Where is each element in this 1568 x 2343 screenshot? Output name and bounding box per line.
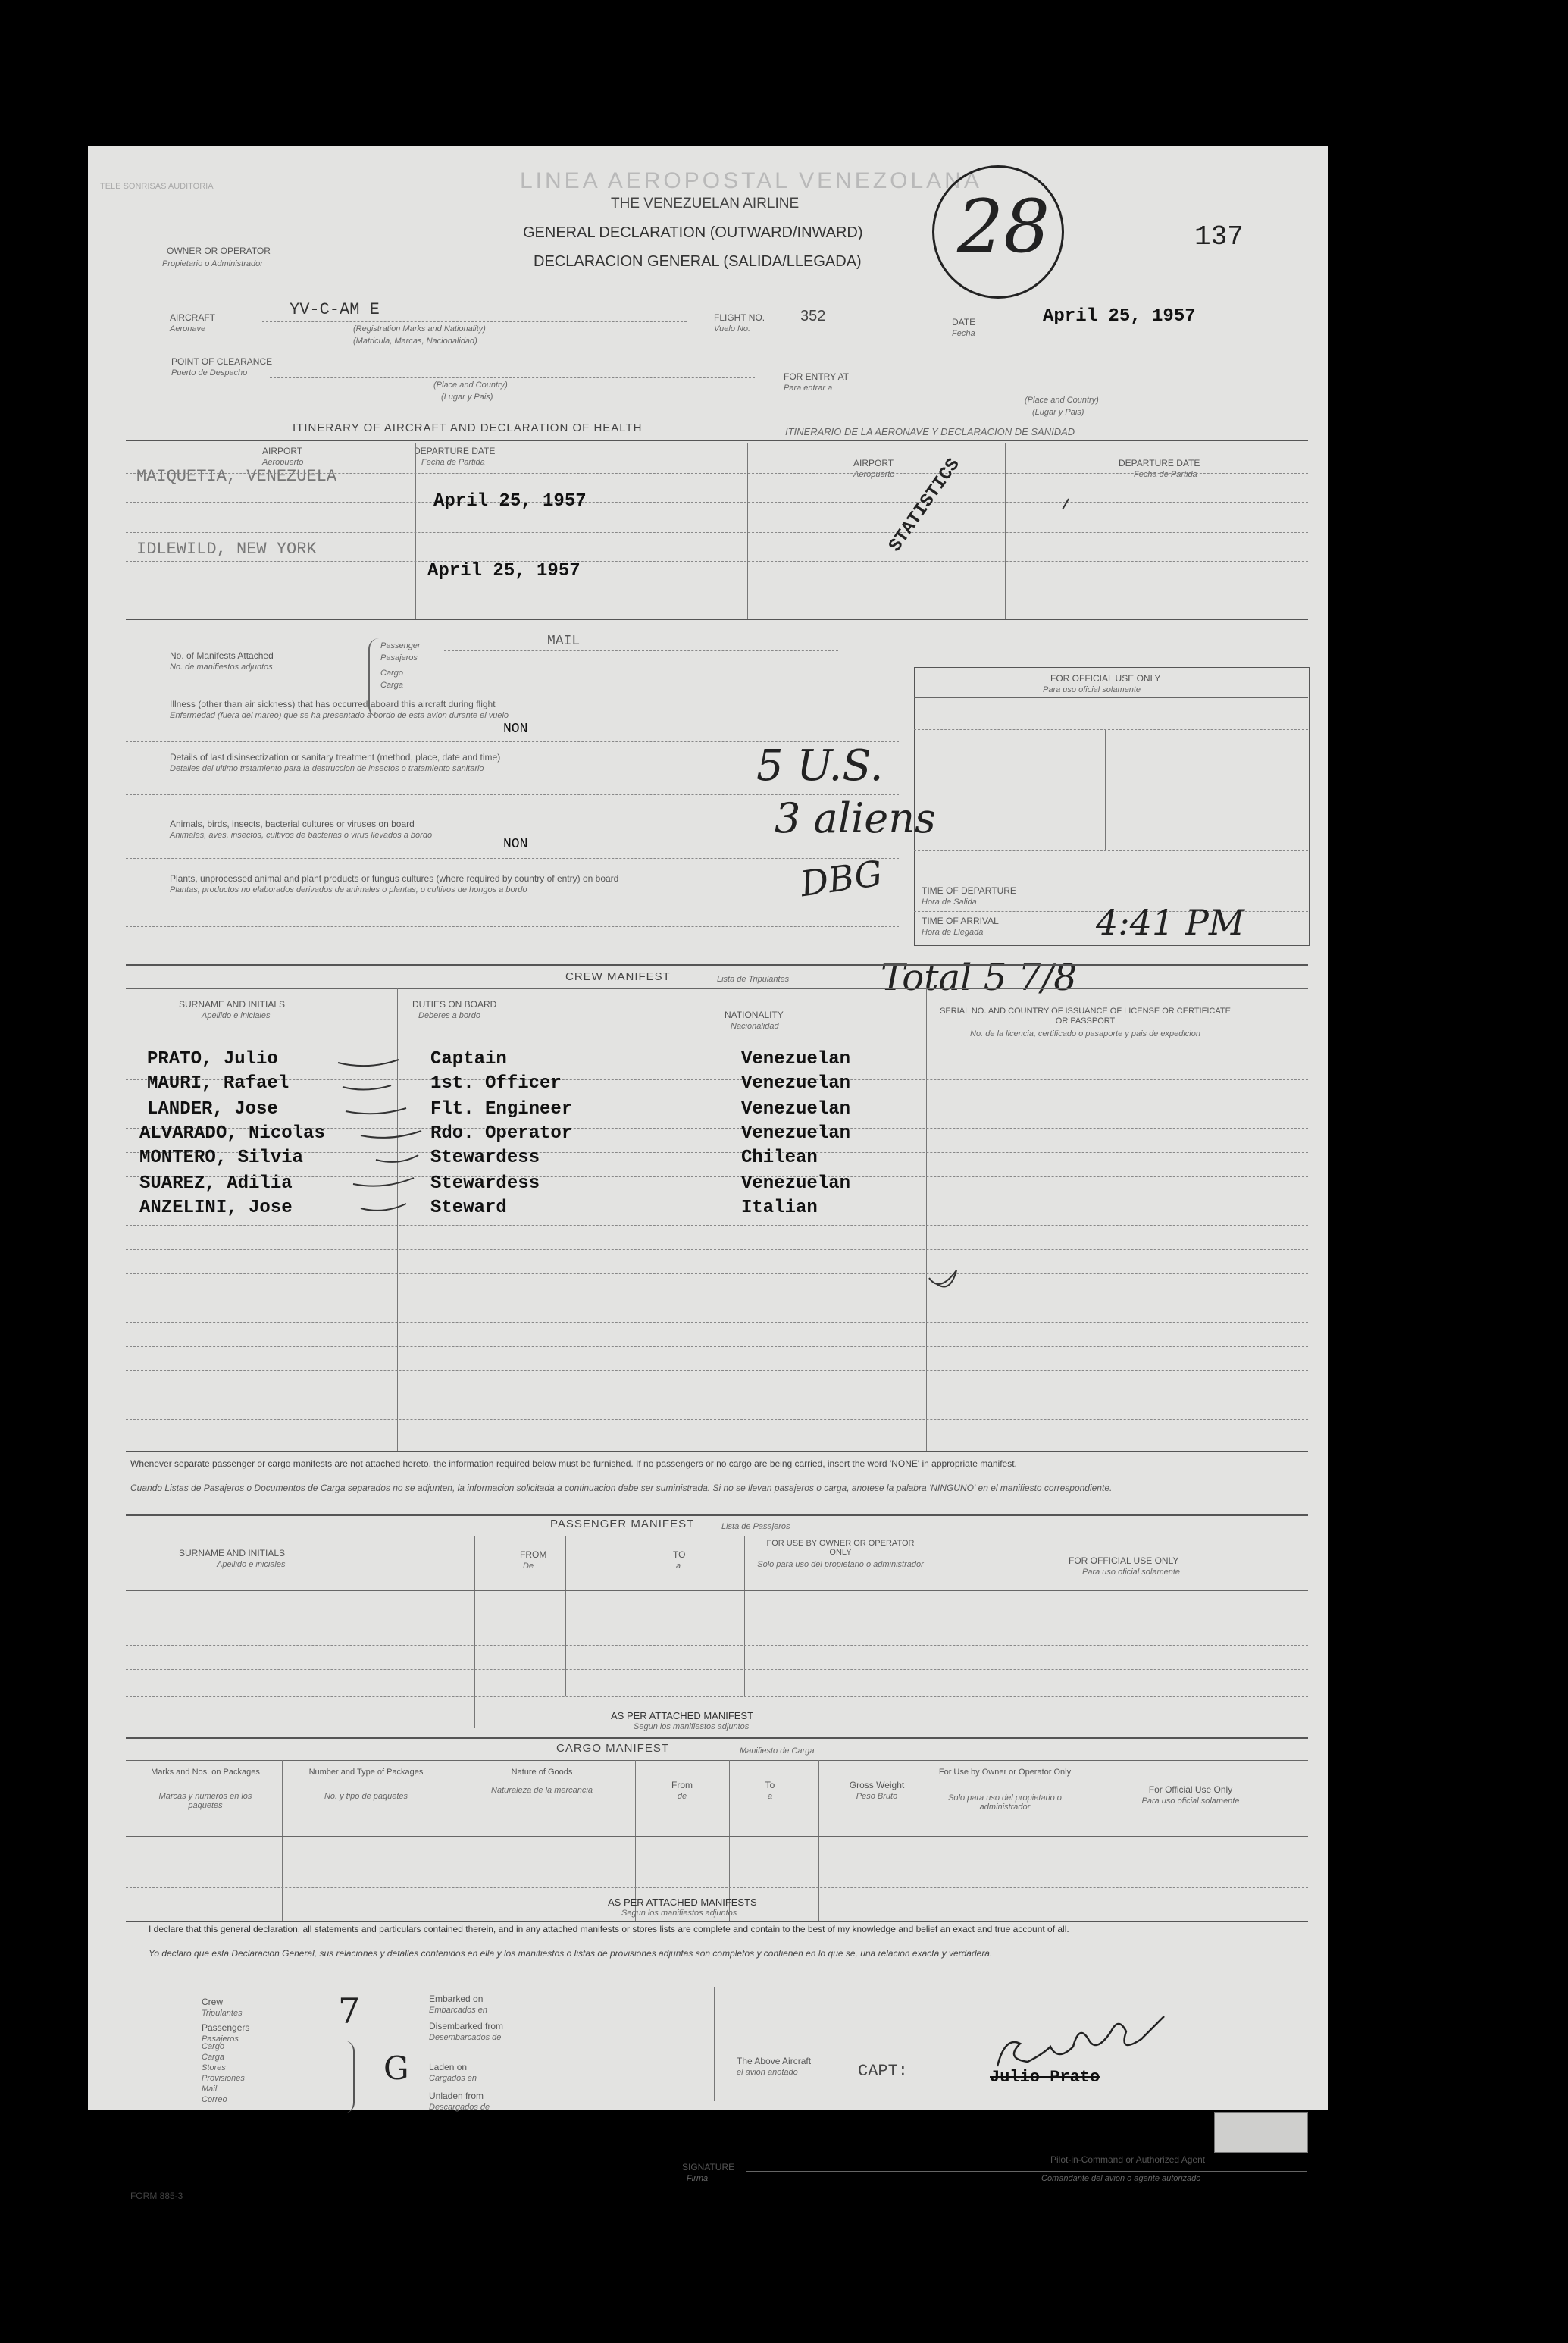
cargo-item-carga: Carga (202, 2053, 224, 2062)
cargo-heading-rule (126, 1760, 1308, 1761)
handwritten-us: 5 U.S. (756, 741, 884, 791)
aircraft-value: YV-C-AM E (290, 300, 380, 319)
airline-name: LINEA AEROPOSTAL VENEZOLANA (520, 168, 982, 193)
time-departure-label: TIME OF DEPARTURE (922, 885, 1016, 896)
crew-heading: CREW MANIFEST (565, 970, 671, 983)
pilot-label-es: Comandante del avion o agente autorizado (1041, 2174, 1201, 2183)
crew-count-label: Crew (202, 1997, 224, 2007)
cargo-item-mail: Mail (202, 2085, 218, 2094)
animals-value: NON (503, 837, 528, 852)
cargo-col-packages: Number and Type of Packages (308, 1768, 424, 1777)
cargo-col-official: For Official Use Only (1148, 1784, 1233, 1795)
itinerary-heading-es: ITINERARIO DE LA AERONAVE Y DECLARACION DE SANIDAD (785, 426, 1075, 437)
official-use-title-es: Para uso oficial solamente (1043, 685, 1141, 694)
crew-nationality-7: Italian (741, 1198, 818, 1218)
handwritten-arrival-time: 4:41 PM (1096, 902, 1244, 943)
crew-duty-5: Stewardess (430, 1148, 540, 1168)
itinerary-airport-1: MAIQUETIA, VENEZUELA (136, 467, 337, 486)
crew-nationality-6: Venezuelan (741, 1173, 851, 1194)
manifest-type-pasajeros: Pasajeros (380, 653, 418, 662)
cargo-item-provisiones: Provisiones (202, 2074, 245, 2083)
statistics-stamp: STATISTICS (885, 455, 965, 556)
cargo-col-weight-es: Peso Bruto (856, 1792, 898, 1801)
above-aircraft-label: The Above Aircraft (737, 2056, 812, 2066)
cargo-count-value: G (383, 2050, 409, 2087)
entry-label: FOR ENTRY AT (784, 371, 850, 382)
manifests-label: No. of Manifests Attached (170, 650, 274, 661)
time-arrival-label: TIME OF ARRIVAL (922, 916, 999, 926)
unladen-label-es: Descargados de (429, 2103, 490, 2112)
date-label: DATE (952, 317, 976, 327)
clearance-label: POINT OF CLEARANCE (171, 356, 273, 367)
passenger-heading: PASSENGER MANIFEST (550, 1518, 695, 1530)
disembarked-label-es: Desembarcados de (429, 2033, 502, 2042)
title-spanish: DECLARACION GENERAL (SALIDA/LLEGADA) (534, 253, 862, 270)
crew-col-name: SURNAME AND INITIALS (179, 999, 286, 1010)
passenger-divider-3 (744, 1536, 745, 1696)
crew-duty-2: 1st. Officer (430, 1073, 562, 1094)
crew-heading-es: Lista de Tripulantes (717, 975, 790, 984)
col-departure-es: Fecha de Partida (421, 458, 485, 467)
signature-label-es: Firma (687, 2174, 709, 2183)
passenger-row-rule (126, 1696, 1308, 1697)
crew-duty-3: Flt. Engineer (430, 1099, 573, 1120)
crew-count-label-es: Tripulantes (202, 2009, 243, 2018)
col-departure-right: DEPARTURE DATE (1119, 458, 1200, 468)
handwritten-aliens: 3 aliens (775, 794, 936, 842)
passenger-col-from: FROM (520, 1549, 547, 1560)
passenger-heading-es: Lista de Pasajeros (721, 1522, 790, 1531)
crew-count-value: 7 (338, 1991, 361, 2031)
passenger-divider-2 (565, 1536, 566, 1696)
manifest-type-cargo: Cargo (380, 669, 403, 678)
circled-number: 28 (957, 184, 1050, 269)
passenger-attached: AS PER ATTACHED MANIFEST (611, 1710, 754, 1721)
crew-duty-1: Captain (430, 1049, 507, 1070)
crew-name-4: ALVARADO, Nicolas (139, 1123, 325, 1144)
passenger-row-rule (126, 1645, 1308, 1646)
stamp-box (1214, 2112, 1308, 2153)
col-airport-es: Aeropuerto (262, 458, 304, 467)
crew-name-7: ANZELINI, Jose (139, 1198, 293, 1218)
place-label-right-es: (Lugar y Pais) (1032, 408, 1084, 417)
embarked-label-es: Embarcados en (429, 2006, 488, 2015)
owner-label: OWNER OR OPERATOR (167, 246, 271, 256)
date-value: April 25, 1957 (1043, 306, 1196, 327)
crew-nationality-3: Venezuelan (741, 1099, 851, 1120)
signature-label: SIGNATURE (682, 2162, 735, 2172)
cargo-item-correo: Correo (202, 2095, 227, 2104)
cargo-top-rule (126, 1737, 1308, 1739)
cargo-col-owner: For Use by Owner or Operator Only (938, 1768, 1072, 1777)
crew-nationality-2: Venezuelan (741, 1073, 851, 1094)
place-label: (Place and Country) (433, 381, 508, 390)
cargo-header-bottom-rule (126, 1836, 1308, 1837)
embarked-label: Embarked on (429, 1994, 484, 2004)
cargo-col-official-es: Para uso oficial solamente (1141, 1796, 1240, 1806)
col-airport: AIRPORT (262, 446, 303, 456)
aircraft-label: AIRCRAFT (170, 312, 215, 323)
animals-label-es: Animales, aves, insectos, cultivos de bacterias o virus llevados a bordo (170, 831, 433, 840)
aircraft-label-es: Aeronave (170, 324, 206, 334)
illness-value: NON (503, 722, 528, 737)
captain-name: Julio Prato (990, 2068, 1100, 2087)
cargo-heading: CARGO MANIFEST (556, 1742, 670, 1755)
crew-name-2: MAURI, Rafael (147, 1073, 290, 1094)
crew-note-en: Whenever separate passenger or cargo manifests are not attached hereto, the information required below must be furnished. If no passengers or no cargo are being carried, insert the word 'NONE' in appropriate manifest. (130, 1458, 1017, 1469)
flight-value: 352 (800, 308, 826, 324)
crew-col-duties-es: Deberes a bordo (418, 1011, 480, 1020)
cargo-attached: AS PER ATTACHED MANIFESTS (608, 1897, 757, 1908)
col-departure: DEPARTURE DATE (414, 446, 496, 456)
crew-col-serial: SERIAL NO. AND COUNTRY OF ISSUANCE OF LICENSE OR CERTIFICATE OR PASSPORT (940, 1007, 1231, 1026)
date-label-es: Fecha (952, 329, 975, 338)
cargo-heading-es: Manifiesto de Carga (740, 1746, 815, 1756)
crew-name-1: PRATO, Julio (147, 1049, 278, 1070)
disembarked-label: Disembarked from (429, 2021, 504, 2031)
handwritten-total: Total 5 7/8 (881, 957, 1077, 999)
cargo-col-marks: Marks and Nos. on Packages (151, 1768, 260, 1777)
cargo-divider-1 (282, 1760, 283, 1921)
passenger-count-label: Passengers (202, 2022, 250, 2033)
cargo-col-to-es: a (767, 1792, 773, 1801)
passenger-top-rule (126, 1514, 1308, 1516)
crew-duty-6: Stewardess (430, 1173, 540, 1194)
cargo-item-stores: Stores (202, 2063, 226, 2072)
manifests-label-es: No. de manifiestos adjuntos (170, 662, 273, 672)
cargo-brace (343, 2041, 355, 2113)
passenger-col-owner: FOR USE BY OWNER OR OPERATOR ONLY (766, 1539, 915, 1557)
passenger-col-name-es: Apellido e iniciales (217, 1560, 286, 1569)
passenger-col-owner-es: Solo para uso del propietario o administrador (757, 1560, 924, 1569)
cargo-col-goods-es: Naturaleza de la mercancia (491, 1786, 593, 1795)
passenger-col-official: FOR OFFICIAL USE ONLY (1069, 1555, 1179, 1566)
flight-label-es: Vuelo No. (714, 324, 751, 334)
place-label-es: (Lugar y Pais) (441, 393, 493, 402)
crew-col-duties: DUTIES ON BOARD (412, 999, 497, 1010)
place-label-right: (Place and Country) (1025, 396, 1099, 405)
unladen-label: Unladen from (429, 2091, 484, 2101)
cargo-item-cargo: Cargo (202, 2042, 224, 2051)
manifest-type-carga: Carga (380, 681, 403, 690)
crew-nationality-4: Venezuelan (741, 1123, 851, 1144)
passenger-header-bottom-rule (126, 1590, 1308, 1591)
captain-label: CAPT: (858, 2062, 909, 2081)
illness-label-es: Enfermedad (fuera del mareo) que se ha presentado a bordo de esta avion durante el vuelo (170, 711, 509, 720)
registration-label-es: (Matricula, Marcas, Nacionalidad) (353, 337, 477, 346)
plants-label: Plants, unprocessed animal and plant products or fungus cultures (where required by country of entry) on board (170, 873, 619, 884)
passenger-col-to-es: a (676, 1561, 681, 1571)
mail-value: MAIL (547, 634, 581, 649)
page-number: 137 (1194, 221, 1244, 252)
crew-col-name-es: Apellido e iniciales (202, 1011, 271, 1020)
footer-divider (714, 1987, 715, 2101)
handwritten-initials: DBG (797, 852, 885, 905)
signature-line (746, 2171, 1307, 2172)
crew-nationality-5: Chilean (741, 1148, 818, 1168)
form-number: FORM 885-3 (130, 2191, 183, 2201)
passenger-col-from-es: De (523, 1561, 534, 1571)
clearance-label-es: Puerto de Despacho (171, 368, 248, 377)
col-departure-right-es: Fecha de Partida (1134, 470, 1197, 479)
flight-label: FLIGHT NO. (714, 312, 765, 323)
official-use-title: FOR OFFICIAL USE ONLY (1050, 673, 1161, 684)
time-departure-label-es: Hora de Salida (922, 897, 977, 907)
crew-name-5: MONTERO, Silvia (139, 1148, 304, 1168)
cargo-col-to: To (765, 1780, 775, 1790)
itinerary-heading: ITINERARY OF AIRCRAFT AND DECLARATION OF HEALTH (293, 421, 643, 434)
time-arrival-label-es: Hora de Llegada (922, 928, 984, 937)
pilot-label: Pilot-in-Command or Authorized Agent (1050, 2154, 1206, 2165)
cargo-bottom-rule (126, 1921, 1308, 1922)
above-aircraft-label-es: el avion anotado (737, 2068, 798, 2077)
passenger-col-to: TO (673, 1549, 686, 1560)
passenger-col-name: SURNAME AND INITIALS (179, 1548, 286, 1558)
cargo-col-from-es: de (677, 1792, 687, 1801)
crew-col-nationality-es: Nacionalidad (731, 1022, 779, 1031)
passenger-col-official-es: Para uso oficial solamente (1082, 1568, 1181, 1577)
crew-name-6: SUAREZ, Adilia (139, 1173, 293, 1194)
owner-label-es: Propietario o Administrador (162, 259, 263, 268)
crew-note-es: Cuando Listas de Pasajeros o Documentos de Carga separados no se adjunten, la informacion solicitada a continuacion debe ser suministrada. Si no se llevan pasajeros o carga, anotese la palabra 'NINGUNO' en el manifiesto correspondiente. (130, 1483, 1113, 1493)
cargo-divider-5 (818, 1760, 819, 1921)
passenger-count-label-es: Pasajeros (202, 2034, 239, 2044)
col-airport-right: AIRPORT (853, 458, 894, 468)
disinsection-label-es: Detalles del ultimo tratamiento para la destruccion de insectos o tratamiento sanitario (170, 764, 484, 773)
crew-col-serial-es: No. de la licencia, certificado o pasaporte y pais de expedicion (970, 1029, 1200, 1038)
captain-signature (982, 2021, 1179, 2089)
declaration-form (88, 146, 1328, 2201)
crew-duty-7: Steward (430, 1198, 507, 1218)
col-airport-right-es: Aeropuerto (853, 470, 895, 479)
cargo-col-marks-es: Marcas y numeros en los paquetes (158, 1792, 252, 1810)
itinerary-date-2: April 25, 1957 (427, 561, 581, 581)
crew-col-nationality: NATIONALITY (725, 1010, 784, 1020)
cargo-col-owner-es: Solo para uso del propietario o administrador (948, 1793, 1062, 1812)
laden-label: Laden on (429, 2062, 468, 2072)
cargo-col-weight: Gross Weight (849, 1780, 905, 1790)
corner-text: TELE SONRISAS AUDITORIA (100, 182, 214, 191)
declaration-spanish: Yo declaro que esta Declaracion General, sus relaciones y detalles contenidos en ella y los manifiestos o listas de provisiones adjuntas son completos y contienen en lo que se, una relacion exacta y verdadera. (149, 1948, 993, 1959)
cargo-attached-es: Segun los manifiestos adjuntos (621, 1909, 737, 1918)
crew-nationality-1: Venezuelan (741, 1049, 851, 1070)
cargo-col-from: From (671, 1780, 693, 1790)
passenger-divider-1 (474, 1536, 475, 1728)
itinerary-airport-2: IDLEWILD, NEW YORK (136, 540, 317, 559)
crew-name-3: LANDER, Jose (147, 1099, 278, 1120)
title-english: GENERAL DECLARATION (OUTWARD/INWARD) (523, 224, 863, 241)
animals-label: Animals, birds, insects, bacterial cultures or viruses on board (170, 819, 415, 829)
declaration-english: I declare that this general declaration, all statements and particulars contained therein, and in any attached manifests or stores lists are complete and contain to the best of my knowledge and belief an exact and true account of all. (149, 1924, 1069, 1934)
airline-subtitle: THE VENEZUELAN AIRLINE (611, 196, 800, 211)
plants-label-es: Plantas, productos no elaborados derivados de animales o plantas, o cultivos de hongos a bordo (170, 885, 527, 894)
cargo-col-packages-es: No. y tipo de paquetes (324, 1792, 408, 1801)
manifest-type-passenger: Passenger (380, 641, 421, 650)
crew-duty-4: Rdo. Operator (430, 1123, 573, 1144)
handwritten-check-marks (88, 146, 1328, 1510)
cargo-row-rule (126, 1887, 1308, 1888)
registration-label: (Registration Marks and Nationality) (353, 324, 486, 334)
illness-label: Illness (other than air sickness) that has occurred aboard this aircraft during flight (170, 699, 496, 709)
passenger-attached-es: Segun los manifiestos adjuntos (634, 1722, 750, 1731)
entry-label-es: Para entrar a (784, 384, 833, 393)
cargo-col-goods: Nature of Goods (511, 1768, 573, 1777)
disinsection-label: Details of last disinsectization or sanitary treatment (method, place, date and time) (170, 752, 501, 763)
passenger-row-rule (126, 1669, 1308, 1670)
itinerary-date-1: April 25, 1957 (433, 491, 587, 512)
laden-label-es: Cargados en (429, 2074, 477, 2083)
